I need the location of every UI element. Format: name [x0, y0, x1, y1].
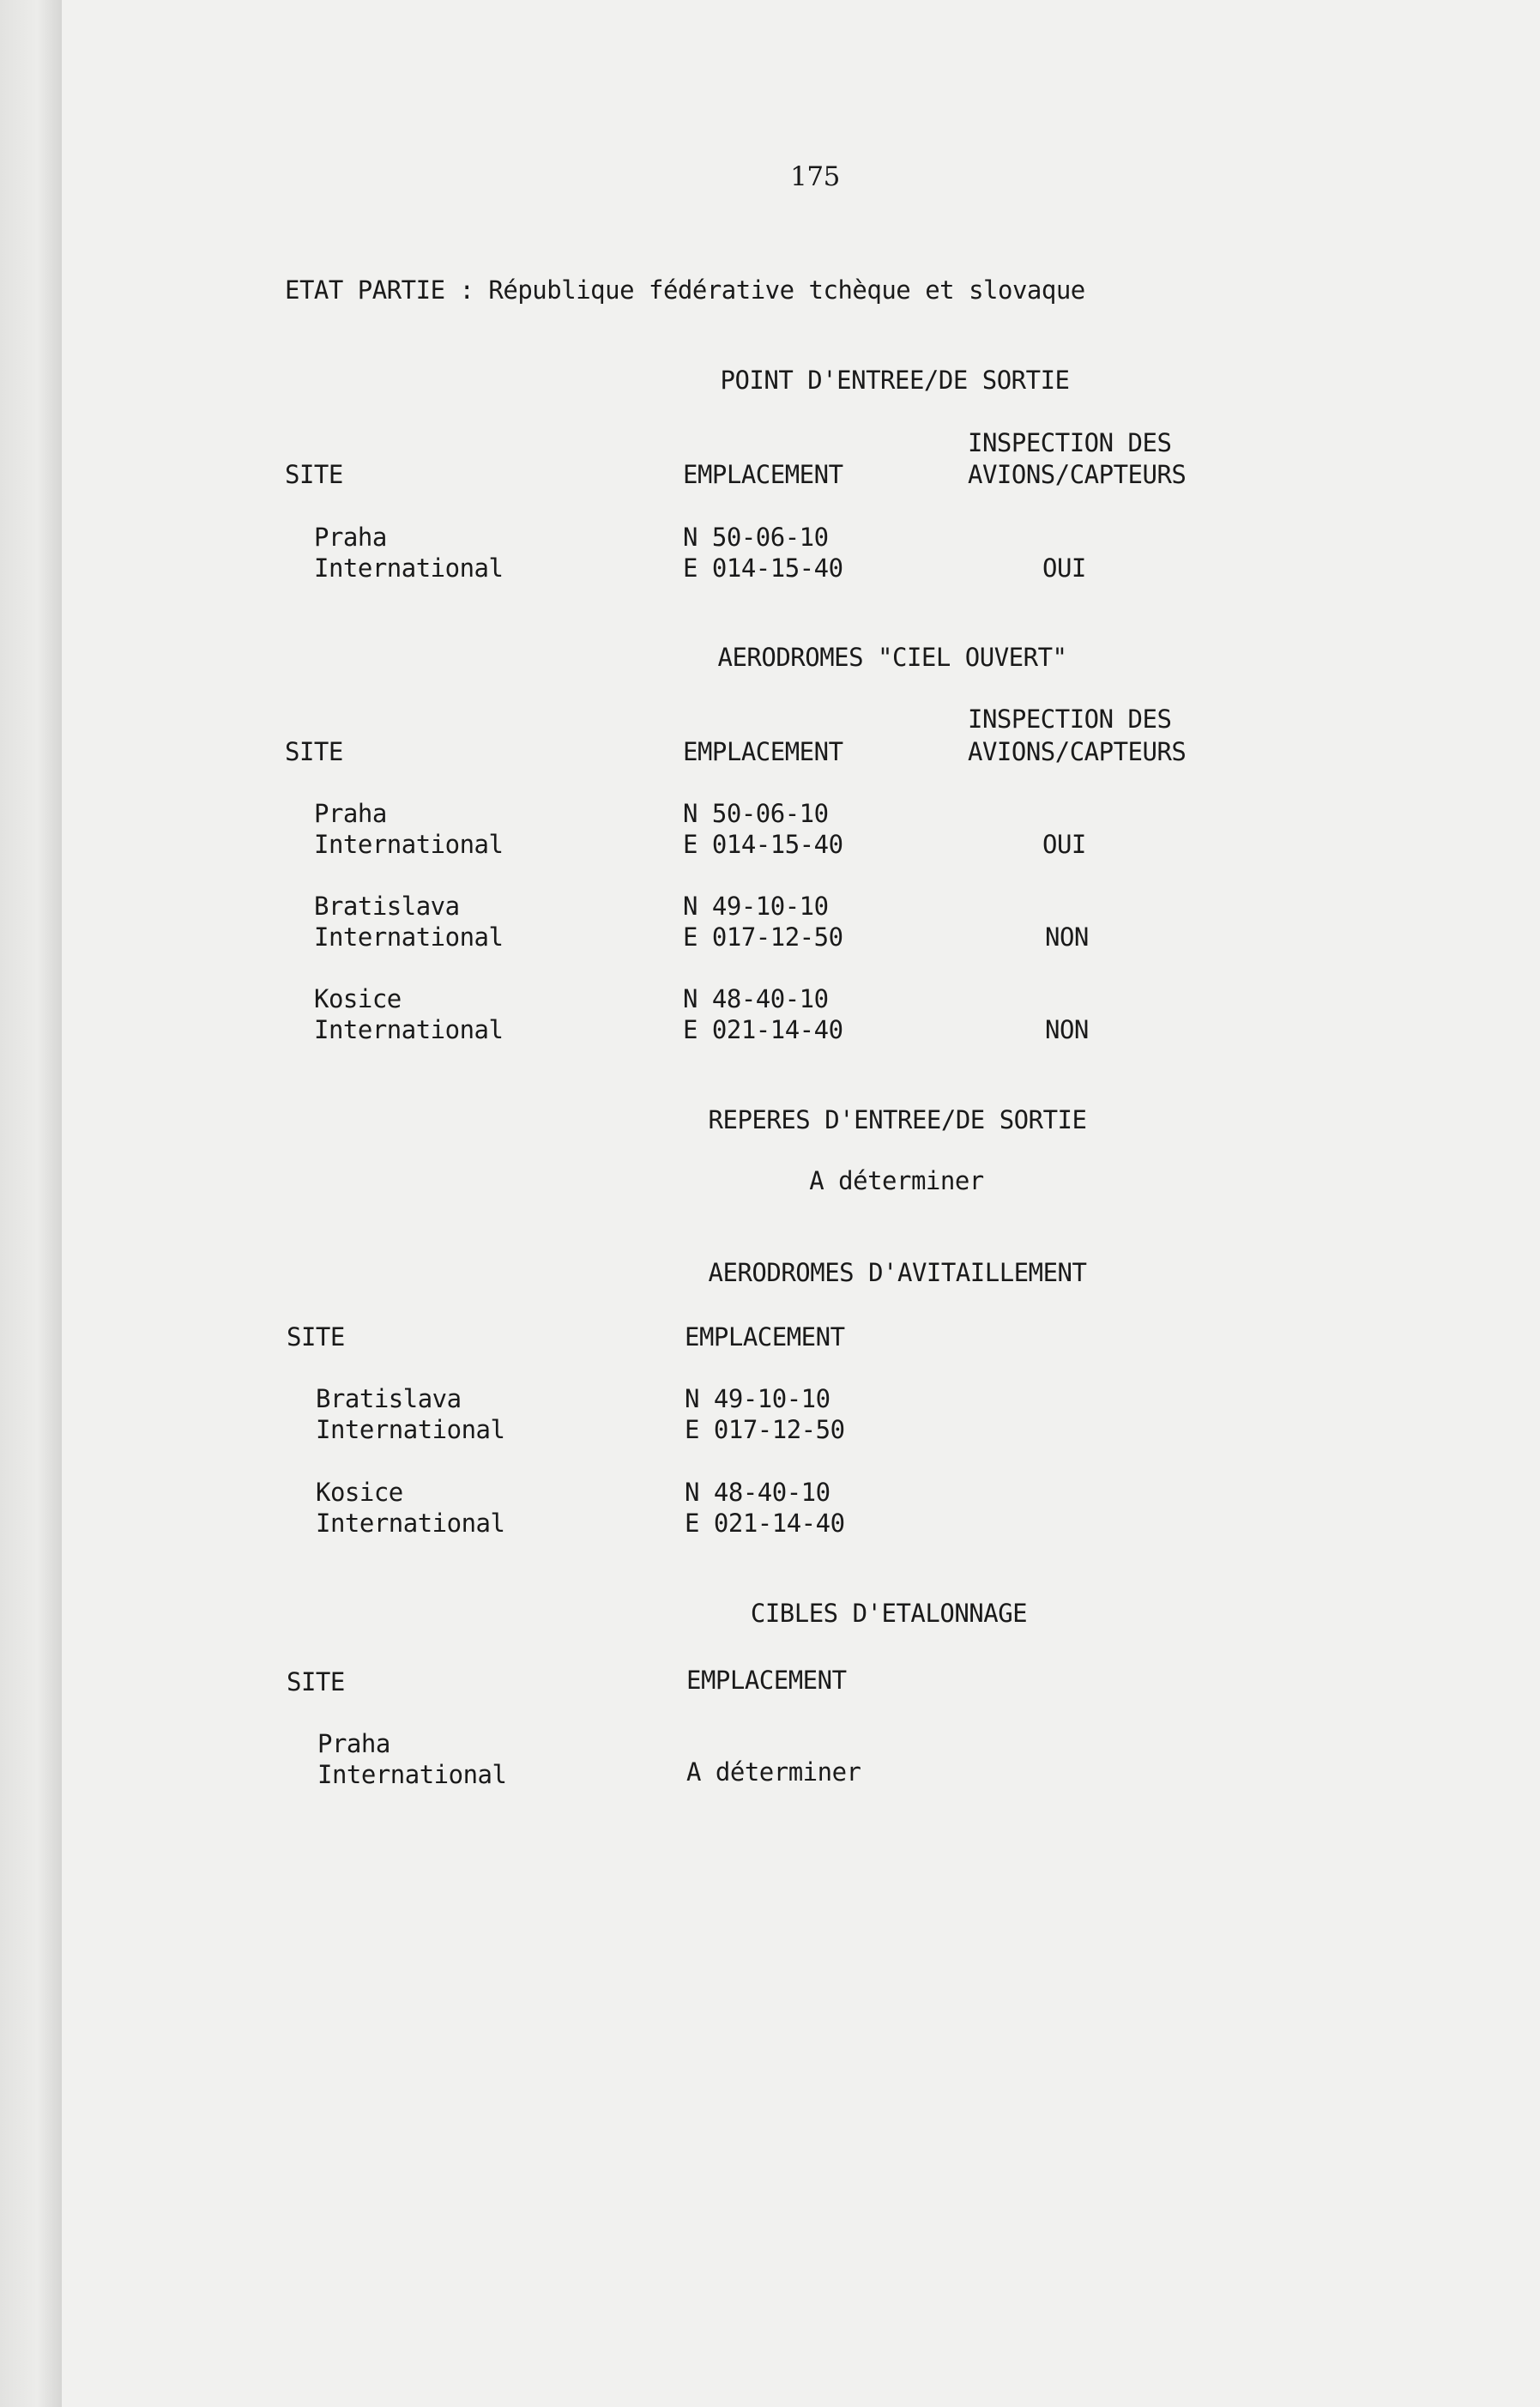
- inspection-value: OUI: [1042, 830, 1086, 859]
- column-header-location: EMPLACEMENT: [686, 1666, 847, 1695]
- inspection-value: OUI: [1042, 553, 1086, 583]
- site-type: International: [314, 830, 504, 859]
- state-party-line: ETAT PARTIE : République fédérative tchèque et slovaque: [285, 275, 1085, 305]
- column-header-site: SITE: [287, 1322, 345, 1352]
- section-heading: AERODROMES D'AVITAILLEMENT: [708, 1258, 1087, 1287]
- longitude: E 014-15-40: [683, 830, 843, 859]
- section-heading: REPERES D'ENTREE/DE SORTIE: [708, 1105, 1087, 1134]
- column-header-location: EMPLACEMENT: [685, 1322, 845, 1352]
- site-type: International: [314, 553, 504, 583]
- site-name: Bratislava: [316, 1384, 462, 1413]
- to-be-determined-value: A déterminer: [809, 1166, 984, 1195]
- site-name: Praha: [317, 1729, 390, 1758]
- column-header-inspection-line1: INSPECTION DES: [968, 428, 1172, 457]
- latitude: N 48-40-10: [683, 984, 829, 1013]
- column-header-location: EMPLACEMENT: [683, 460, 843, 489]
- longitude: E 017-12-50: [685, 1415, 845, 1444]
- site-name: Kosice: [316, 1478, 403, 1507]
- page-number: 175: [790, 161, 840, 192]
- latitude: N 50-06-10: [683, 799, 829, 828]
- latitude: N 49-10-10: [683, 892, 829, 921]
- column-header-site: SITE: [285, 460, 343, 489]
- site-name: Praha: [314, 523, 387, 552]
- section-heading: POINT D'ENTREE/DE SORTIE: [720, 366, 1070, 395]
- section-heading: AERODROMES "CIEL OUVERT": [717, 643, 1067, 672]
- latitude: N 48-40-10: [685, 1478, 830, 1507]
- site-type: International: [316, 1415, 505, 1444]
- site-name: Kosice: [314, 984, 402, 1013]
- location-value: A déterminer: [686, 1757, 861, 1787]
- column-header-inspection-line1: INSPECTION DES: [968, 705, 1172, 734]
- page-binding-shadow: [0, 0, 62, 2407]
- latitude: N 50-06-10: [683, 523, 829, 552]
- inspection-value: NON: [1045, 922, 1089, 952]
- longitude: E 021-14-40: [683, 1015, 843, 1044]
- longitude: E 017-12-50: [683, 922, 843, 952]
- longitude: E 021-14-40: [685, 1509, 845, 1538]
- column-header-inspection-line2: AVIONS/CAPTEURS: [968, 460, 1187, 489]
- column-header-site: SITE: [285, 737, 343, 766]
- site-name: Praha: [314, 799, 387, 828]
- section-heading: CIBLES D'ETALONNAGE: [750, 1599, 1028, 1628]
- site-type: International: [314, 922, 504, 952]
- site-name: Bratislava: [314, 892, 460, 921]
- site-type: International: [314, 1015, 504, 1044]
- column-header-inspection-line2: AVIONS/CAPTEURS: [968, 737, 1187, 766]
- site-type: International: [316, 1509, 505, 1538]
- column-header-site: SITE: [287, 1667, 345, 1696]
- column-header-location: EMPLACEMENT: [683, 737, 843, 766]
- inspection-value: NON: [1045, 1015, 1089, 1044]
- longitude: E 014-15-40: [683, 553, 843, 583]
- site-type: International: [317, 1760, 507, 1789]
- latitude: N 49-10-10: [685, 1384, 830, 1413]
